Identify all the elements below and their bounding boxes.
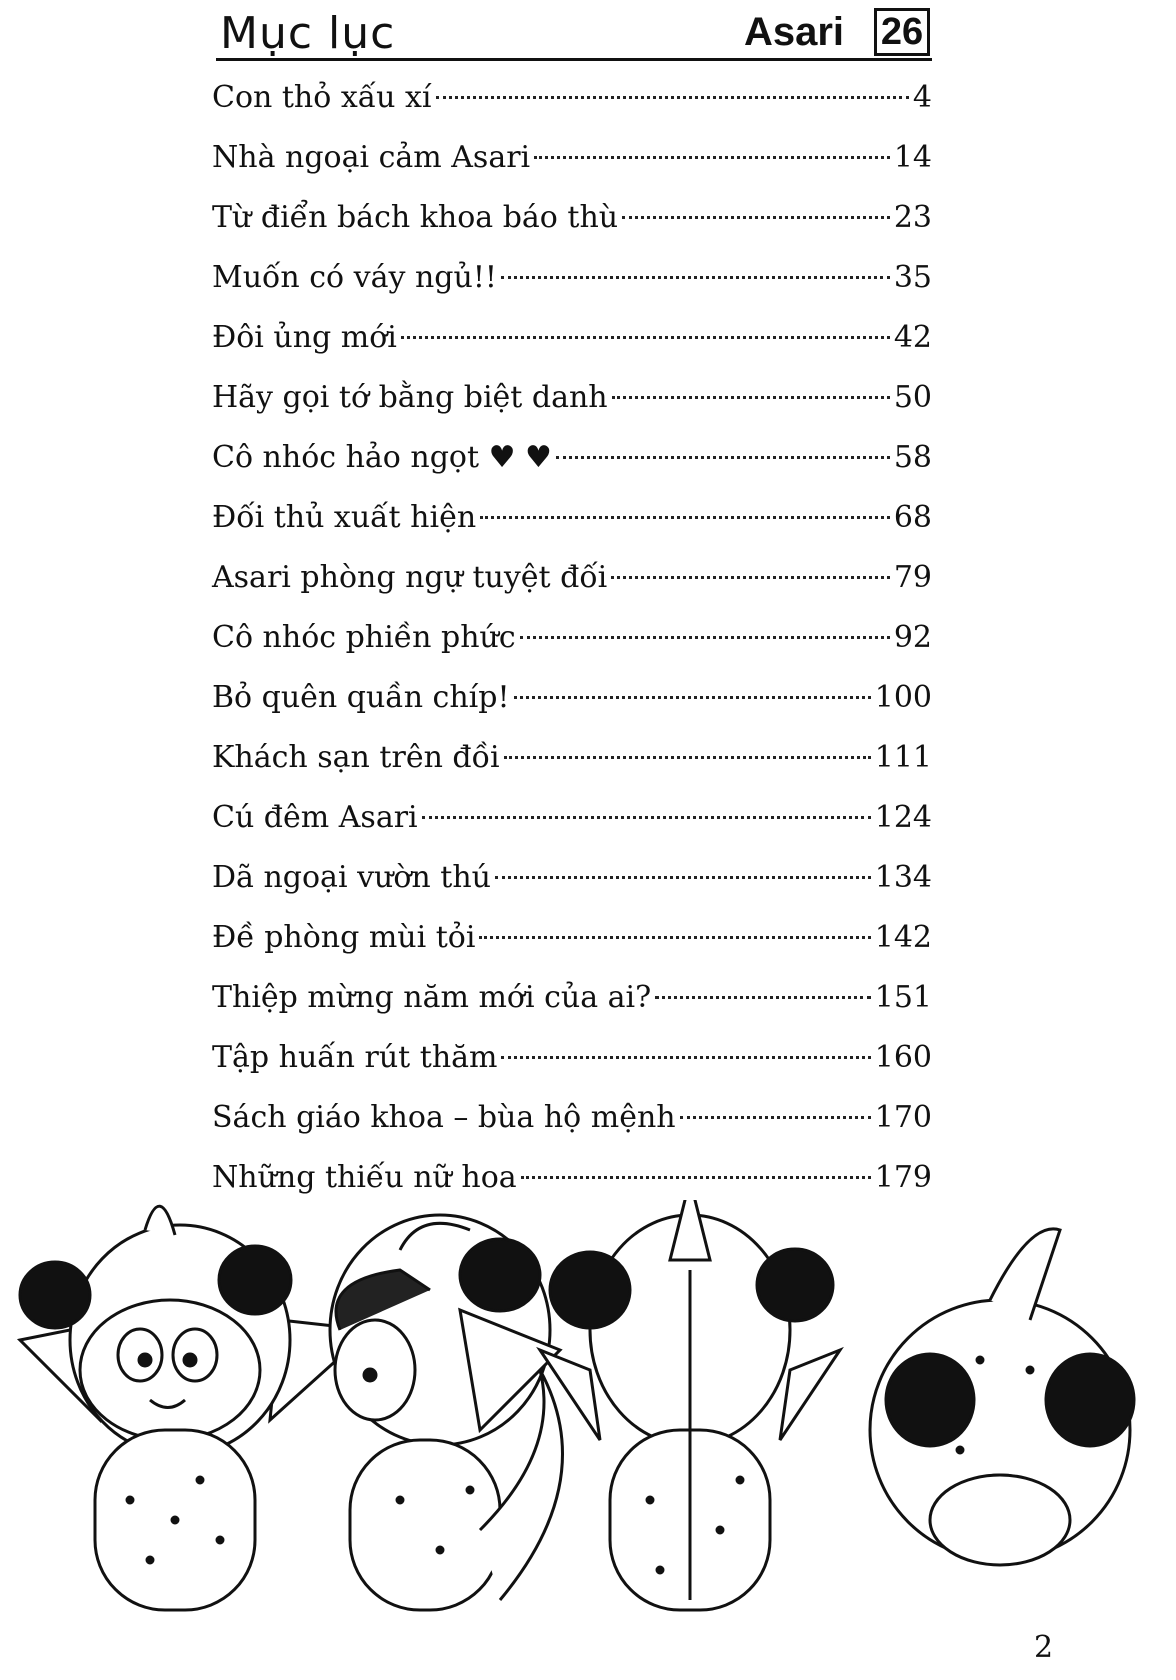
series-title: Asari	[743, 10, 844, 54]
dot-leader	[504, 756, 871, 759]
toc-entry-page: 142	[874, 920, 932, 955]
toc-entry-title: Cú đêm Asari	[212, 800, 418, 835]
dot-leader	[501, 1056, 870, 1059]
toc-entry-page: 124	[874, 800, 932, 835]
toc-entry-title: Cô nhóc phiền phức	[212, 620, 516, 655]
toc-entry-title: Cô nhóc hảo ngọt ♥ ♥	[212, 440, 552, 475]
toc-entry-title: Con thỏ xấu xí	[212, 80, 432, 115]
toc-entry-page: 170	[874, 1100, 932, 1135]
toc-entry-page: 4	[912, 80, 932, 115]
dot-leader	[622, 216, 890, 219]
toc-entry	[212, 728, 932, 788]
toc-entry	[212, 248, 932, 308]
dot-leader	[520, 636, 890, 639]
dot-leader	[514, 696, 871, 699]
toc-entry-page: 14	[893, 140, 932, 175]
dot-leader	[611, 576, 890, 579]
toc-entry-page: 23	[893, 200, 932, 235]
toc-entry	[212, 488, 932, 548]
toc-entry-title: Tập huấn rút thăm	[212, 1040, 498, 1075]
toc-entry	[212, 188, 932, 248]
toc-entry-title: Từ điển bách khoa báo thù	[212, 200, 619, 235]
toc-entry-title: Bỏ quên quần chíp!	[212, 680, 510, 715]
toc-entry-page: 134	[874, 860, 932, 895]
dot-leader	[479, 936, 870, 939]
toc-entry-page: 42	[893, 320, 932, 355]
toc-entry-page: 58	[893, 440, 932, 475]
toc-entry	[212, 908, 932, 968]
toc-entry-title: Đối thủ xuất hiện	[212, 500, 477, 535]
character-front-illustration	[20, 1206, 370, 1610]
toc-entry-title: Hãy gọi tớ bằng biệt danh	[212, 380, 608, 415]
toc-entry-title: Sách giáo khoa – bùa hộ mệnh	[212, 1100, 676, 1135]
character-illustrations	[0, 1200, 1176, 1640]
dot-leader	[680, 1116, 871, 1119]
dot-leader	[556, 456, 890, 459]
toc-entry-title: Muốn có váy ngủ!!	[212, 260, 497, 295]
dot-leader	[501, 276, 890, 279]
toc-entry	[212, 1148, 932, 1208]
toc-entry-title: Đôi ủng mới	[212, 320, 397, 355]
toc-entry-title: Thiệp mừng năm mới của ai?	[212, 980, 652, 1015]
page-title: Mục lục	[220, 8, 396, 59]
toc-entry-page: 50	[893, 380, 932, 415]
dot-leader	[422, 816, 871, 819]
toc-entry	[212, 128, 932, 188]
toc-entry-page: 79	[893, 560, 932, 595]
toc-entry-title: Đề phòng mùi tỏi	[212, 920, 476, 955]
toc-entry-page: 35	[893, 260, 932, 295]
dot-leader	[612, 396, 890, 399]
volume-number: 26	[874, 8, 930, 56]
dot-leader	[401, 336, 890, 339]
toc-entry	[212, 1088, 932, 1148]
toc-entry-page: 160	[874, 1040, 932, 1075]
toc-entry	[212, 428, 932, 488]
character-side-illustration	[330, 1215, 563, 1610]
toc-entry	[212, 368, 932, 428]
toc-entry	[212, 668, 932, 728]
toc-entry	[212, 1028, 932, 1088]
table-of-contents	[212, 68, 932, 1208]
dot-leader	[534, 156, 890, 159]
toc-entry-title: Asari phòng ngự tuyệt đối	[212, 560, 608, 595]
toc-entry	[212, 848, 932, 908]
toc-entry	[212, 68, 932, 128]
dot-leader	[495, 876, 871, 879]
page-header	[216, 6, 932, 61]
toc-entry-title: Những thiếu nữ hoa	[212, 1160, 517, 1195]
toc-entry-page: 68	[893, 500, 932, 535]
toc-entry-page: 151	[874, 980, 932, 1015]
toc-entry	[212, 548, 932, 608]
toc-entry-page: 179	[874, 1160, 932, 1195]
character-back-illustration	[540, 1200, 840, 1610]
toc-entry-page: 111	[874, 740, 932, 775]
toc-entry-title: Dã ngoại vườn thú	[212, 860, 491, 895]
toc-entry	[212, 608, 932, 668]
toc-entry	[212, 968, 932, 1028]
dot-leader	[655, 996, 871, 999]
toc-entry-title: Khách sạn trên đồi	[212, 740, 500, 775]
character-curled-illustration	[870, 1229, 1134, 1565]
toc-entry	[212, 788, 932, 848]
toc-entry-page: 100	[874, 680, 932, 715]
dot-leader	[521, 1176, 871, 1179]
toc-entry-title: Nhà ngoại cảm Asari	[212, 140, 531, 175]
page-number: 2	[1034, 1630, 1054, 1665]
toc-entry	[212, 308, 932, 368]
dot-leader	[480, 516, 890, 519]
dot-leader	[436, 96, 909, 99]
toc-entry-page: 92	[893, 620, 932, 655]
